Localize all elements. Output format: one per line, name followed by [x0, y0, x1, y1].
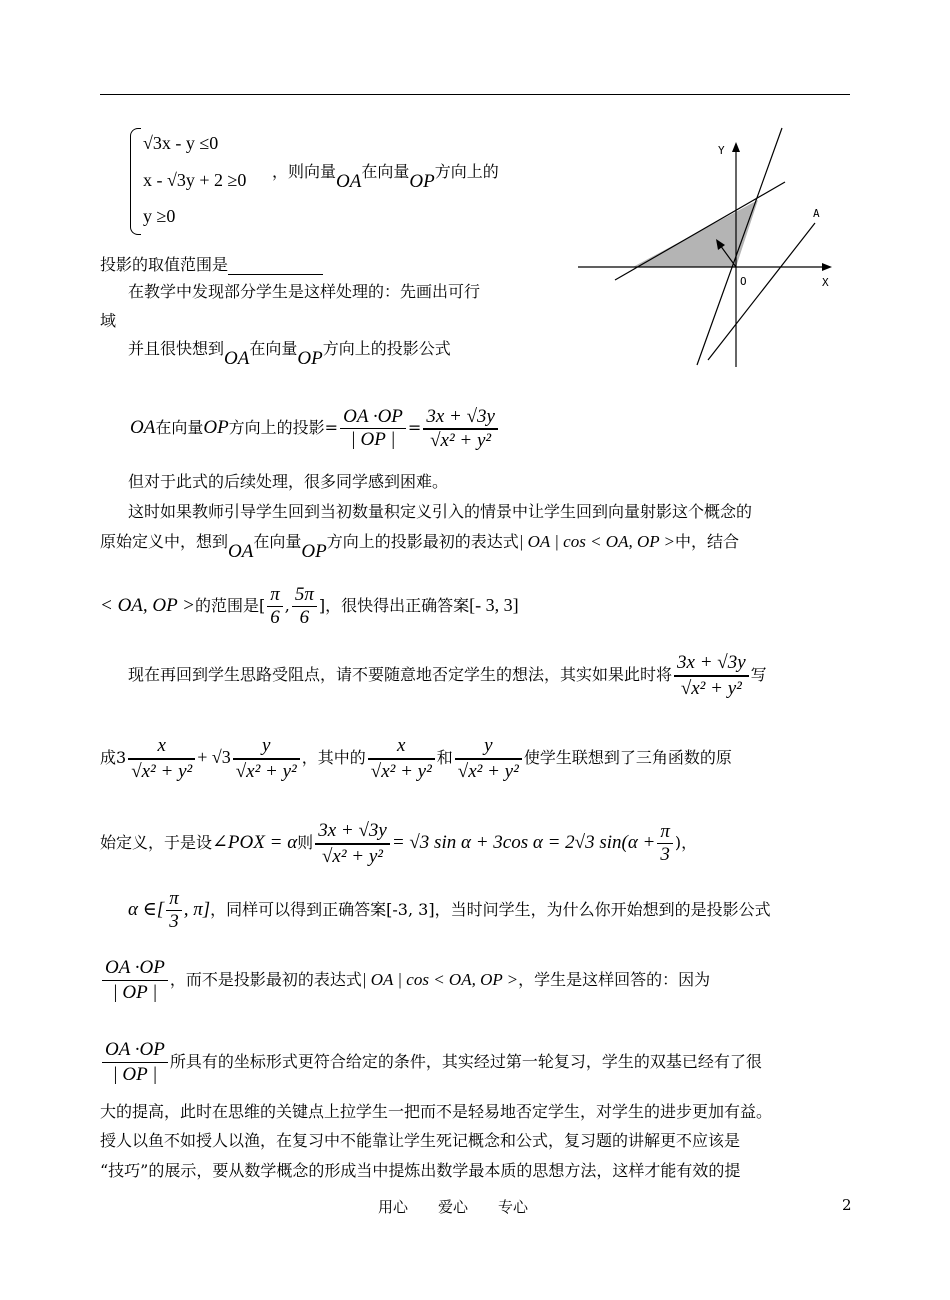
p6-question: ，同样可以得到正确答案[-3, 3]，当时问学生，为什么你开始想到的是投影公式 — [210, 900, 771, 919]
x-axis-label: X — [822, 276, 829, 289]
answer-interval: [- 3, 3] — [469, 595, 519, 615]
fraction-pi-6: $\frac{\pi}{6}$ — [267, 584, 283, 629]
system-tail — [272, 162, 499, 192]
vector-op: OP — [297, 348, 323, 369]
footer-motto: 用心 爱心 专心 — [378, 1198, 529, 1216]
para-conclusion-line2: 授人以鱼不如授人以渔，在复习中不能靠让学生死记概念和公式，复习题的讲解更不应该是 — [100, 1131, 741, 1150]
para-answer-line2 — [100, 1032, 762, 1092]
fraction-dot-over-norm: $\frac{OA \cdot OP}{| OP |}$ — [102, 1038, 168, 1087]
system-brace — [130, 128, 141, 235]
para-rewrite-line4 — [128, 885, 771, 935]
formula1-mid: 在向量 — [155, 418, 204, 437]
vector-op: OP — [409, 171, 435, 192]
fraction-dot-over-norm: $\frac{OA \cdot OP}{| OP |}$ — [102, 956, 168, 1005]
vector-op: OP — [301, 541, 327, 562]
vector-oa: OA — [130, 417, 156, 438]
p5-answer-text: ]，很快得出正确答案 — [318, 596, 470, 615]
vector-oa: OA — [224, 348, 250, 369]
p6-define: 始定义，于是设 — [100, 833, 213, 852]
p6-ze: 则 — [297, 833, 314, 852]
equals-sign: = — [407, 418, 422, 437]
para-rewrite-line2 — [100, 727, 732, 788]
formula-projection — [130, 398, 500, 458]
point-a-label: A — [813, 207, 820, 220]
angle-pox: ∠POX = α — [212, 832, 298, 853]
comma: , — [284, 596, 290, 615]
para-range-text: 投影的取值范围是 — [100, 255, 229, 274]
para-definition-line2 — [100, 532, 740, 562]
vector-oa: OA — [336, 171, 362, 192]
para-definition-line3 — [100, 580, 519, 631]
fraction-x: $\frac{x}{\text{√x² + y²}}$ — [368, 734, 435, 784]
p5-a: 原始定义中，想到 — [100, 532, 229, 551]
alpha-in: α ∈[ — [128, 899, 165, 920]
para3-a: 并且很快想到 — [128, 339, 225, 358]
p6-and: 和 — [436, 748, 453, 767]
header-rule — [100, 94, 850, 95]
expr-norm-cos: | OA | cos < OA, OP > — [361, 970, 519, 989]
p5-b: 在向量 — [253, 532, 302, 551]
system-tail-prefix: ，则向量 — [272, 162, 337, 181]
expr-norm-cos: | OA | cos < OA, OP > — [518, 532, 676, 551]
para3-c: 方向上的投影公式 — [322, 339, 451, 358]
p5-c: 方向上的投影最初的表达式 — [326, 532, 519, 551]
trig-expression: = √3 sin α + 3cos α = 2√3 sin(α + — [391, 832, 656, 853]
inequality-1: √3x - y ≤0 — [143, 133, 219, 153]
inequality-2: x - √3y + 2 ≥0 — [143, 170, 247, 190]
para-answer-line1 — [100, 950, 710, 1010]
fraction-coordinate: $\frac{3x + √3y}{\text{√x² + y²}}$ — [315, 819, 390, 869]
plus-root3: + √3 — [197, 747, 231, 767]
p7-b: ，学生是这样回答的：因为 — [518, 970, 711, 989]
formula1-label: 方向上的投影= — [228, 418, 339, 437]
para-rewrite-line3 — [100, 813, 697, 873]
pi-close: , π] — [183, 899, 211, 920]
angle-oa-op: < OA, OP > — [100, 595, 195, 616]
fraction-y: $\frac{y}{\text{√x² + y²}}$ — [455, 734, 522, 784]
p8-a: 所具有的坐标形式更符合给定的条件，其实经过第一轮复习，学生的双基已经有了很 — [169, 1052, 762, 1071]
para-difficulty: 但对于此式的后续处理，很多同学感到困难。 — [128, 472, 449, 491]
origin-label: O — [740, 275, 747, 288]
para-definition-line1: 这时如果教师引导学生回到当初数量积定义引入的情景中让学生回到向量射影这个概念的 — [128, 502, 753, 521]
vector-op: OP — [203, 417, 229, 438]
p6-line1: 现在再回到学生思路受阻点，请不要随意地否定学生的想法，其实如果此时将 — [128, 665, 673, 684]
system-tail-end: 方向上的 — [434, 162, 499, 181]
feasible-region-figure — [570, 120, 840, 370]
fraction-5pi-6: $\frac{5\pi}{6}$ — [292, 584, 317, 629]
fraction-x: $\frac{x}{\text{√x² + y²}}$ — [128, 734, 195, 784]
para-rewrite-line1 — [128, 645, 767, 705]
fraction-pi-3: $\frac{\pi}{3}$ — [657, 821, 673, 866]
para-projection-formula — [128, 339, 451, 369]
para3-b: 在向量 — [249, 339, 298, 358]
answer-blank — [228, 258, 323, 275]
fraction-pi-3: $\frac{\pi}{3}$ — [166, 888, 182, 933]
p6-among: ，其中的 — [301, 748, 366, 767]
para-range — [100, 255, 323, 275]
inequality-3: y ≥0 — [143, 206, 176, 226]
vector-oa: OA — [228, 541, 254, 562]
p5-range: 的范围是[ — [194, 596, 266, 615]
p6-trig: 使学生联想到了三角函数的原 — [523, 748, 732, 767]
page-number: 2 — [842, 1196, 852, 1214]
fraction-y: $\frac{y}{\text{√x² + y²}}$ — [233, 734, 300, 784]
p5-d: 中，结合 — [675, 532, 740, 551]
y-axis-arrow — [732, 142, 740, 152]
para-conclusion-line3: “技巧”的展示，要从数学概念的形成当中提炼出数学最本质的思想方法，这样才能有效的提 — [100, 1161, 741, 1180]
fraction-coordinate: $\frac{3x + √3y}{\text{√x² + y²}}$ — [674, 651, 749, 701]
fraction-dot-over-norm: $\frac{OA \cdot OP}{| OP |}$ — [340, 406, 406, 451]
p6-cheng: 成3 — [100, 748, 127, 767]
x-axis-arrow — [822, 263, 832, 271]
para-conclusion-line1: 大的提高，此时在思维的关键点上拉学生一把而不是轻易地否定学生，对学生的进步更加有益。 — [100, 1102, 773, 1121]
para-feasible-line2: 域 — [100, 311, 117, 330]
system-tail-mid: 在向量 — [361, 162, 410, 181]
fraction-coordinate: $\frac{3x + √3y}{\text{√x² + y²}}$ — [423, 406, 498, 452]
para-feasible-line1: 在教学中发现部分学生是这样处理的：先画出可行 — [128, 282, 481, 301]
p6-write: 写 — [750, 665, 767, 684]
y-axis-label: Y — [718, 144, 725, 157]
p7-a: ，而不是投影最初的表达式 — [169, 970, 362, 989]
p6-close: )， — [674, 833, 698, 852]
